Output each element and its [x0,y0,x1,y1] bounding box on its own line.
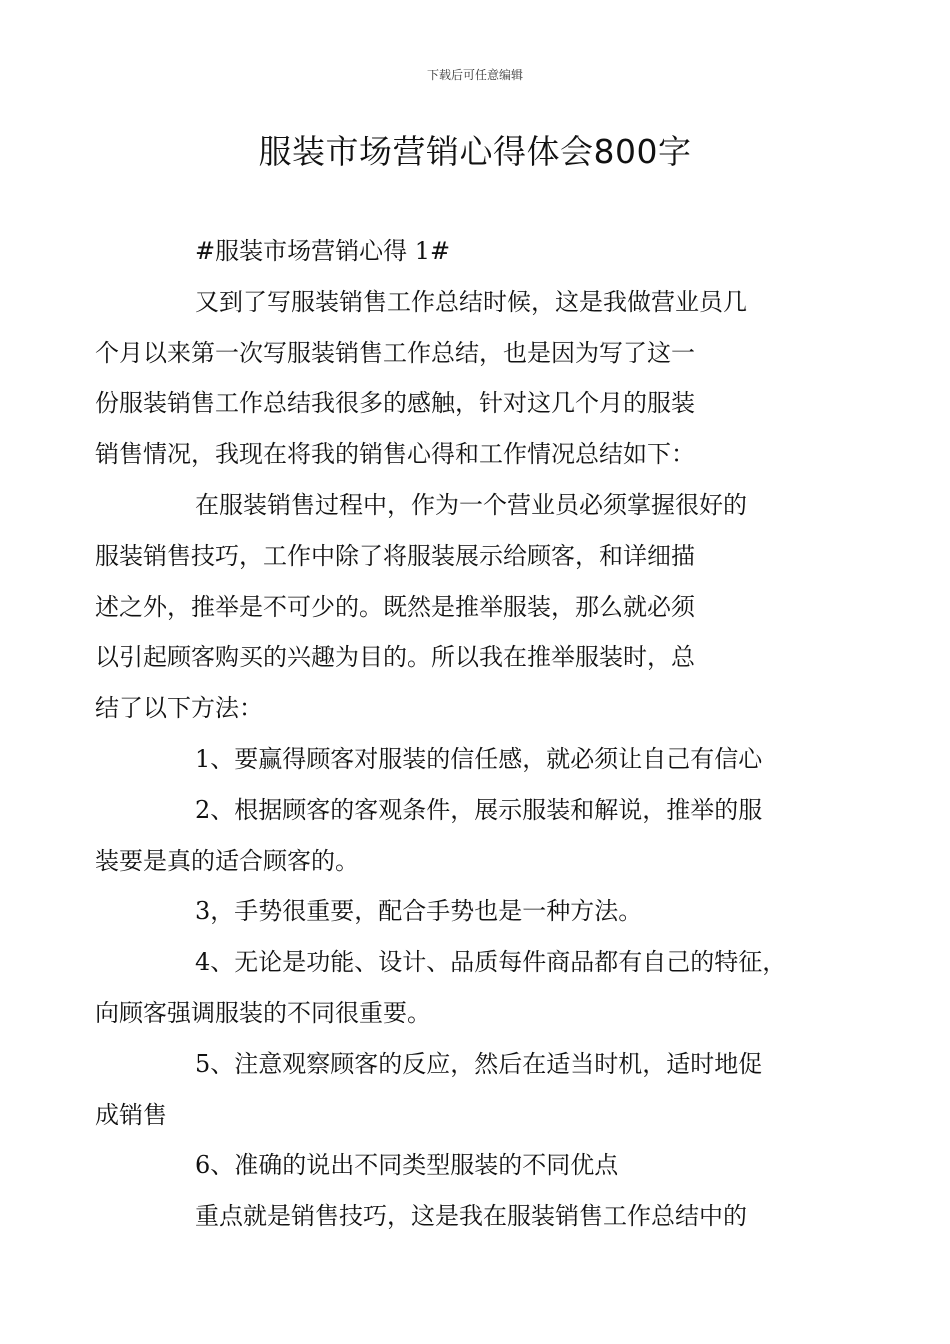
paragraph [145,1191,825,1242]
paragraph-line: 份服装销售工作总结我很多的感触，针对这几个月的服装 [95,389,695,418]
paragraph-line: 述之外，推举是不可少的。既然是推举服装，那么就必须 [95,592,695,621]
paragraph-line: 以引起顾客购买的兴趣为目的。所以我在推举服装时，总 [95,643,695,672]
paragraph-line: 结了以下方法： [95,694,263,723]
paragraph-line: 装要是真的适合顾客的。 [95,846,359,875]
paragraph-line: 5、注意观察顾客的反应，然后在适当时机，适时地促 [195,1049,763,1078]
header-note: 下载后可任意编辑 [426,68,523,82]
paragraph-line: 1、要赢得顾客对服装的信任感，就必须让自己有信心 [195,744,763,773]
paragraph-line: 6、准确的说出不同类型服装的不同优点 [195,1151,619,1180]
paragraph-line: 在服装销售过程中，作为一个营业员必须掌握很好的 [195,490,747,519]
document-body [95,226,825,1242]
paragraph [95,480,825,734]
paragraph [95,785,825,887]
paragraph [95,1039,825,1141]
paragraph-line: 4、无论是功能、设计、品质每件商品都有自己的特征， [195,948,787,977]
paragraph-line: 2、根据顾客的客观条件，展示服装和解说，推举的服 [195,795,763,824]
paragraph-line: 成销售 [95,1100,167,1129]
paragraph-line: 向顾客强调服装的不同很重要。 [95,998,431,1027]
paragraph [95,937,825,1039]
paragraph-line: 重点就是销售技巧，这是我在服装销售工作总结中的 [195,1202,747,1231]
paragraph [145,886,825,937]
paragraph-line: #服装市场营销心得 1# [195,237,451,265]
paragraph-line: 又到了写服装销售工作总结时候，这是我做营业员几 [195,287,747,316]
paragraph [145,1140,825,1191]
paragraph-line: 个月以来第一次写服装销售工作总结，也是因为写了这一 [95,338,695,367]
paragraph-line: 服装销售技巧，工作中除了将服装展示给顾客，和详细描 [95,541,695,570]
paragraph-line: 3，手势很重要，配合手势也是一种方法。 [195,897,643,926]
page-title: 服装市场营销心得体会800字 [258,132,692,171]
paragraph [95,277,825,480]
paragraph [145,226,825,277]
paragraph-line: 销售情况，我现在将我的销售心得和工作情况总结如下： [95,440,695,469]
paragraph [145,734,825,785]
